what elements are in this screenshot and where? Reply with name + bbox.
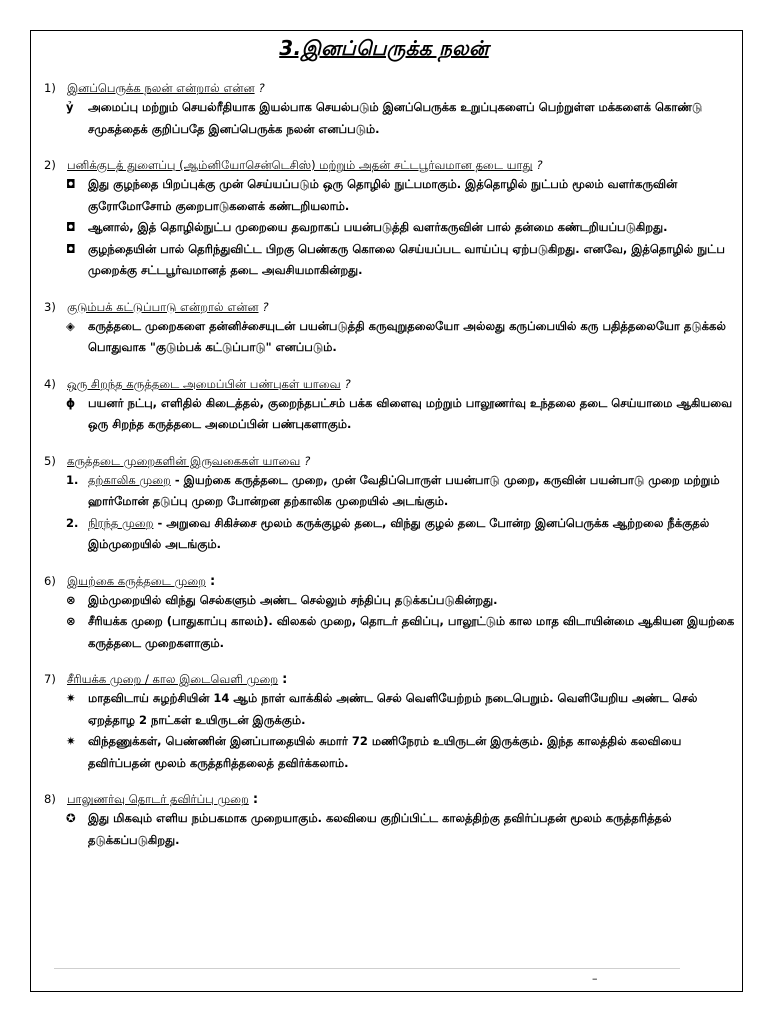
- qa-section: [44, 299, 736, 359]
- question-text: ஒரு சிறந்த கருத்தடை அமைப்பின் பண்புகள் யாவை: [67, 376, 341, 391]
- answer-text: [88, 808, 736, 851]
- method-term: தற்காலிக முறை: [88, 472, 171, 487]
- answer-text: [88, 470, 736, 513]
- answer-body: சீரியக்க முறை (பாதுகாப்பு காலம்). விலகல் முறை, தொடர் தவிப்பு, பாலூட்டும் கால மாத விடாயின்மை ஆகியன இயற்கை கருத்தடை முறைகளாகும்.: [88, 614, 735, 650]
- question-heading: [44, 376, 736, 393]
- answer-item: [66, 513, 736, 556]
- filled-ring-bullet-icon: ◘: [66, 220, 76, 234]
- qa-section: [44, 157, 736, 282]
- asterisk-bullet-icon: ✷: [66, 691, 76, 705]
- qa-section: [44, 573, 736, 655]
- qa-content: [44, 80, 736, 868]
- answer-body: - அறுவை சிகிச்சை மூலம் கருக்குழல் தடை, விந்து குழல் தடை போன்ற இனப்பெருக்க ஆற்றலை நீக்குதல் இம்முறையில் அடங்கும்.: [88, 515, 710, 551]
- answer-item: [66, 174, 736, 217]
- answer-item: [66, 217, 736, 239]
- question-number: 4): [44, 376, 56, 391]
- answer-body: இது குழந்தை பிறப்புக்கு முன் செய்யப்படும் ஒரு தொழில் நுட்பமாகும். இத்தொழில் நுட்பம் மூலம் வளர்கருவின் குரோமோசோம் குறைபாடுகளைக் கண்டறியலாம்.: [88, 177, 678, 213]
- answer-body: கருத்தடை முறைகளை தன்னிச்சையுடன் பயன்படுத்தி கருவுறுதலையோ அல்லது கருப்பையில் கரு பதித்தலையோ தடுக்கல் பொதுவாக "குடும்பக் கட்டுப்பாடு" எனப்படும்.: [88, 318, 726, 354]
- footer-mark: –: [592, 972, 598, 985]
- answer-text: [88, 513, 736, 556]
- question-heading: [44, 453, 736, 470]
- question-heading: [44, 791, 736, 808]
- circled-times-bullet-icon: ⊗: [66, 592, 76, 607]
- question-mark: ?: [262, 299, 269, 314]
- circled-star-bullet-icon: ✪: [66, 811, 76, 825]
- answer-body: - இயற்கை கருத்தடை முறை, முன் வேதிப்பொருள் பயன்பாடு முறை, கருவின் பயன்பாடு முறை மற்றும் ஹார்மோன் தடுப்பு முறை போன்றன தற்காலிக முறையில் அடங்கும்.: [88, 472, 720, 508]
- qa-section: [44, 453, 736, 556]
- answer-text: [88, 316, 736, 359]
- question-text: இயற்கை கருத்தடை முறை: [67, 573, 206, 588]
- answer-body: ஆனால், இத் தொழில்நுட்ப முறையை தவறாகப் பயன்படுத்தி வளர்கருவின் பால் தன்மை கண்டறியப்படுகிறது.: [88, 220, 668, 234]
- qa-section: [44, 80, 736, 140]
- question-heading: [44, 157, 736, 174]
- page-title: 3.இனப்பெருக்க நலன்: [279, 36, 489, 60]
- method-term: நிரந்த முறை: [88, 515, 154, 530]
- list-number: 2.: [66, 515, 79, 530]
- answer-text: [88, 239, 736, 282]
- answer-text: [88, 97, 736, 140]
- asterisk-bullet-icon: ✷: [66, 734, 76, 748]
- question-number: 5): [44, 453, 56, 468]
- answer-text: [88, 217, 736, 239]
- qa-section: [44, 376, 736, 436]
- filled-ring-bullet-icon: ◘: [66, 241, 76, 256]
- list-number: 1.: [66, 472, 79, 487]
- answer-item: [66, 611, 736, 654]
- filled-ring-bullet-icon: ◘: [66, 177, 76, 191]
- answer-body: இம்முறையில் விந்து செல்களும் அண்ட செல்லும் சந்திப்பு தடுக்கப்படுகின்றது.: [88, 592, 498, 607]
- answer-text: [88, 611, 736, 654]
- question-heading: [44, 80, 736, 97]
- question-number: 3): [44, 299, 56, 314]
- answer-body: மாதவிடாய் சுழற்சியின் 14 ஆம் நாள் வாக்கில் அண்ட செல் வெளியேற்றம் நடைபெறும். வெளியேறிய அண்ட செல் ஏறத்தாழ 2 நாட்கள் உயிருடன் இருக்கும்.: [88, 691, 698, 727]
- question-mark: ?: [344, 376, 351, 391]
- answer-body: குழந்தையின் பால் தெரிந்துவிட்ட பிறகு பெண்கரு கொலை செய்யப்பட வாய்ப்பு ஏற்படுகிறது. எனவே, இத்தொழில் நுட்ப முறைக்கு சட்டபூர்வமானத் தடை அவசியமாகின்றது.: [88, 241, 725, 277]
- answer-text: [88, 731, 736, 774]
- qa-section: [44, 671, 736, 774]
- question-mark: :: [282, 672, 288, 687]
- answer-text: [88, 393, 736, 436]
- answer-body: இது மிகவும் எளிய நம்பகமாக முறையாகும். கலவியை குறிப்பிட்ட காலத்திற்கு தவிர்ப்பதன் மூலம் கருத்தரித்தல் தடுக்கப்படுகிறது.: [88, 811, 672, 847]
- footer-divider: [54, 968, 680, 969]
- answer-item: [66, 393, 736, 436]
- answer-text: [88, 688, 736, 731]
- question-text: பனிக்குடத் துளைப்பு (ஆம்னியோசென்டெசிஸ்) மற்றும் அதன் சட்டபூர்வமான தடை யாது: [67, 158, 533, 172]
- answer-item: [66, 97, 736, 140]
- answer-text: [88, 174, 736, 217]
- answer-item: [66, 239, 736, 282]
- answer-body: விந்தணுக்கள், பெண்ணின் இனப்பாதையில் சுமார் 72 மணிநேரம் உயிருடன் இருக்கும். இந்த காலத்தில் கலவியை தவிர்ப்பதன் மூலம் கருத்தரித்தலைத் தவிர்க்கலாம்.: [88, 734, 682, 770]
- question-number: 2): [44, 158, 56, 172]
- phi-bullet-icon: ϕ: [66, 395, 76, 410]
- question-text: பாலுணர்வு தொடர் தவிர்ப்பு முறை: [67, 792, 249, 806]
- question-text: சீரியக்க முறை / கால இடைவெளி முறை: [67, 672, 279, 686]
- question-heading: [44, 573, 736, 590]
- question-text: குடும்பக் கட்டுப்பாடு என்றால் என்ன: [67, 299, 259, 314]
- qa-section: [44, 791, 736, 851]
- answer-item: [66, 316, 736, 359]
- diamond-bullet-icon: ◈: [66, 318, 75, 333]
- circled-times-bullet-icon: ⊗: [66, 614, 76, 628]
- question-mark: ?: [258, 81, 265, 95]
- question-mark: :: [252, 792, 259, 807]
- answer-item: [66, 688, 736, 731]
- question-number: 6): [44, 573, 56, 588]
- question-mark: ?: [304, 453, 311, 468]
- answer-text: [88, 590, 736, 612]
- answer-item: [66, 590, 736, 612]
- answer-item: [66, 470, 736, 513]
- question-text: கருத்தடை முறைகளின் இருவகைகள் யாவை: [67, 453, 301, 468]
- answer-item: [66, 808, 736, 851]
- question-mark: ?: [536, 158, 543, 172]
- question-text: இனப்பெருக்க நலன் என்றால் என்ன: [67, 81, 255, 95]
- answer-body: பயனர் நட்பு, எளிதில் கிடைத்தல், குறைந்தபட்சம் பக்க விளைவு மற்றும் பாலூணர்வு உந்தலை தடை செய்யாமை ஆகியவை ஒரு சிறந்த கருத்தடை அமைப்பின் பண்புகளாகும்.: [88, 395, 733, 431]
- dagger-marker-icon: ỷ: [66, 100, 74, 114]
- question-number: 1): [44, 81, 56, 95]
- question-heading: [44, 299, 736, 316]
- question-number: 7): [44, 672, 56, 686]
- answer-item: [66, 731, 736, 774]
- question-mark: :: [209, 573, 216, 589]
- question-heading: [44, 671, 736, 688]
- question-number: 8): [44, 792, 56, 806]
- answer-body: அமைப்பு மற்றும் செயல்ரீதியாக இயல்பாக செயல்படும் இனப்பெருக்க உறுப்புகளைப் பெற்றுள்ள மக்களைக் கொண்டு சமுகத்தைக் குறிப்பதே இனப்பெருக்க நலன் எனப்படும்.: [88, 100, 703, 136]
